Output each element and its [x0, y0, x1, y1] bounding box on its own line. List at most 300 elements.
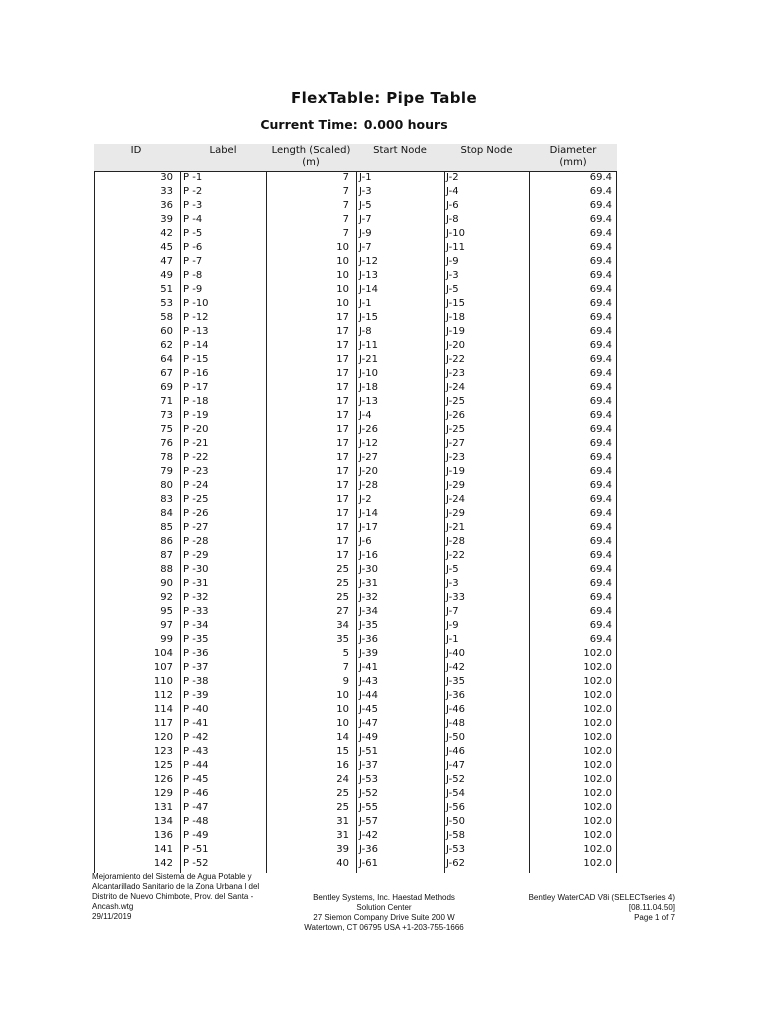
table-row — [94, 577, 617, 591]
cell-stop-node: J-56 — [446, 802, 465, 813]
cell-id: 99 — [160, 634, 173, 645]
cell-length: 10 — [336, 704, 349, 715]
cell-length: 17 — [336, 424, 349, 435]
cell-length: 34 — [336, 620, 349, 631]
table-row — [94, 507, 617, 521]
cell-stop-node: J-28 — [446, 536, 465, 547]
cell-id: 129 — [153, 788, 173, 799]
cell-diameter: 69.4 — [589, 438, 612, 449]
table-row — [94, 451, 617, 465]
cell-start-node: J-5 — [359, 200, 372, 211]
cell-label: P -14 — [183, 340, 209, 351]
cell-id: 67 — [160, 368, 173, 379]
cell-stop-node: J-40 — [446, 648, 465, 659]
cell-diameter: 69.4 — [589, 340, 612, 351]
cell-diameter: 69.4 — [589, 522, 612, 533]
cell-stop-node: J-25 — [446, 396, 465, 407]
col-header-start-node: Start Node — [373, 145, 427, 156]
cell-id: 58 — [160, 312, 173, 323]
cell-stop-node: J-9 — [446, 256, 459, 267]
cell-label: P -32 — [183, 592, 209, 603]
cell-start-node: J-49 — [359, 732, 378, 743]
cell-diameter: 69.4 — [589, 284, 612, 295]
cell-start-node: J-28 — [359, 480, 378, 491]
cell-label: P -41 — [183, 718, 209, 729]
cell-length: 17 — [336, 326, 349, 337]
table-row — [94, 213, 617, 227]
table-row — [94, 437, 617, 451]
cell-stop-node: J-4 — [446, 186, 459, 197]
footer-page-number: Page 1 of 7 — [634, 913, 675, 922]
cell-start-node: J-26 — [359, 424, 378, 435]
table-row — [94, 787, 617, 801]
cell-stop-node: J-10 — [446, 228, 465, 239]
table-row — [94, 717, 617, 731]
cell-start-node: J-17 — [359, 522, 378, 533]
cell-label: P -13 — [183, 326, 209, 337]
cell-start-node: J-43 — [359, 676, 378, 687]
cell-length: 10 — [336, 242, 349, 253]
cell-length: 10 — [336, 298, 349, 309]
cell-stop-node: J-19 — [446, 466, 465, 477]
table-row — [94, 591, 617, 605]
cell-start-node: J-13 — [359, 396, 378, 407]
col-header-length-name: Length (Scaled) — [271, 145, 351, 156]
cell-diameter: 102.0 — [583, 662, 612, 673]
cell-id: 136 — [153, 830, 173, 841]
table-row — [94, 479, 617, 493]
cell-stop-node: J-20 — [446, 340, 465, 351]
cell-length: 17 — [336, 466, 349, 477]
table-row — [94, 339, 617, 353]
footer-company-line: Solution Center — [356, 903, 412, 912]
cell-diameter: 102.0 — [583, 830, 612, 841]
cell-length: 10 — [336, 284, 349, 295]
cell-start-node: J-47 — [359, 718, 378, 729]
cell-stop-node: J-29 — [446, 508, 465, 519]
cell-start-node: J-45 — [359, 704, 378, 715]
cell-label: P -12 — [183, 312, 209, 323]
table-row — [94, 493, 617, 507]
cell-label: P -33 — [183, 606, 209, 617]
cell-label: P -8 — [183, 270, 203, 281]
cell-length: 10 — [336, 256, 349, 267]
cell-label: P -46 — [183, 788, 209, 799]
cell-length: 17 — [336, 508, 349, 519]
cell-label: P -1 — [183, 172, 203, 183]
cell-stop-node: J-6 — [446, 200, 459, 211]
cell-label: P -30 — [183, 564, 209, 575]
cell-start-node: J-12 — [359, 256, 378, 267]
cell-length: 25 — [336, 788, 349, 799]
cell-length: 25 — [336, 802, 349, 813]
cell-label: P -26 — [183, 508, 209, 519]
cell-diameter: 69.4 — [589, 536, 612, 547]
cell-label: P -38 — [183, 676, 209, 687]
cell-stop-node: J-42 — [446, 662, 465, 673]
cell-id: 95 — [160, 606, 173, 617]
cell-diameter: 69.4 — [589, 452, 612, 463]
cell-label: P -9 — [183, 284, 203, 295]
cell-length: 17 — [336, 480, 349, 491]
table-row — [94, 647, 617, 661]
cell-start-node: J-16 — [359, 550, 378, 561]
cell-id: 49 — [160, 270, 173, 281]
table-row — [94, 619, 617, 633]
cell-stop-node: J-3 — [446, 270, 459, 281]
cell-stop-node: J-2 — [446, 172, 459, 183]
cell-label: P -3 — [183, 200, 203, 211]
cell-stop-node: J-47 — [446, 760, 465, 771]
cell-diameter: 69.4 — [589, 242, 612, 253]
cell-id: 107 — [153, 662, 173, 673]
cell-stop-node: J-1 — [446, 634, 459, 645]
cell-label: P -52 — [183, 858, 209, 869]
cell-diameter: 69.4 — [589, 298, 612, 309]
cell-label: P -37 — [183, 662, 209, 673]
cell-label: P -34 — [183, 620, 209, 631]
cell-start-node: J-42 — [359, 830, 378, 841]
footer-project-line: Ancash.wtg — [92, 902, 134, 911]
cell-length: 31 — [336, 830, 349, 841]
cell-start-node: J-18 — [359, 382, 378, 393]
cell-start-node: J-31 — [359, 578, 378, 589]
cell-id: 76 — [160, 438, 173, 449]
cell-start-node: J-57 — [359, 816, 378, 827]
table-row — [94, 255, 617, 269]
cell-stop-node: J-36 — [446, 690, 465, 701]
cell-diameter: 69.4 — [589, 606, 612, 617]
cell-id: 36 — [160, 200, 173, 211]
table-row — [94, 759, 617, 773]
cell-diameter: 102.0 — [583, 676, 612, 687]
cell-length: 25 — [336, 592, 349, 603]
table-row — [94, 661, 617, 675]
cell-start-node: J-41 — [359, 662, 378, 673]
footer-company-line: 27 Siemon Company Drive Suite 200 W — [313, 913, 455, 922]
cell-id: 86 — [160, 536, 173, 547]
cell-id: 51 — [160, 284, 173, 295]
cell-id: 33 — [160, 186, 173, 197]
footer-company-line: Watertown, CT 06795 USA +1-203-755-1666 — [304, 923, 464, 932]
table-row — [94, 731, 617, 745]
cell-label: P -2 — [183, 186, 203, 197]
cell-stop-node: J-53 — [446, 844, 465, 855]
cell-stop-node: J-3 — [446, 578, 459, 589]
cell-start-node: J-20 — [359, 466, 378, 477]
cell-diameter: 102.0 — [583, 774, 612, 785]
table-row — [94, 829, 617, 843]
cell-stop-node: J-52 — [446, 774, 465, 785]
cell-length: 17 — [336, 438, 349, 449]
cell-start-node: J-39 — [359, 648, 378, 659]
cell-stop-node: J-48 — [446, 718, 465, 729]
cell-stop-node: J-23 — [446, 368, 465, 379]
cell-label: P -15 — [183, 354, 209, 365]
cell-stop-node: J-58 — [446, 830, 465, 841]
table-row — [94, 311, 617, 325]
cell-start-node: J-6 — [359, 536, 372, 547]
col-header-id: ID — [130, 145, 142, 156]
cell-stop-node: J-8 — [446, 214, 459, 225]
footer-project-line: 29/11/2019 — [92, 912, 132, 921]
cell-id: 42 — [160, 228, 173, 239]
footer-company-line: Bentley Systems, Inc. Haestad Methods — [313, 893, 455, 902]
cell-length: 27 — [336, 606, 349, 617]
table-header — [94, 144, 617, 171]
col-header-length — [266, 145, 356, 169]
cell-length: 17 — [336, 452, 349, 463]
cell-stop-node: J-5 — [446, 564, 459, 575]
cell-id: 134 — [153, 816, 173, 827]
cell-label: P -24 — [183, 480, 209, 491]
cell-label: P -31 — [183, 578, 209, 589]
cell-length: 17 — [336, 354, 349, 365]
cell-length: 9 — [342, 676, 349, 687]
cell-length: 7 — [342, 172, 349, 183]
cell-label: P -36 — [183, 648, 209, 659]
cell-id: 90 — [160, 578, 173, 589]
cell-diameter: 102.0 — [583, 760, 612, 771]
cell-id: 84 — [160, 508, 173, 519]
table-row — [94, 381, 617, 395]
cell-id: 120 — [153, 732, 173, 743]
cell-id: 73 — [160, 410, 173, 421]
cell-diameter: 69.4 — [589, 256, 612, 267]
cell-label: P -6 — [183, 242, 203, 253]
cell-stop-node: J-5 — [446, 284, 459, 295]
cell-diameter: 102.0 — [583, 858, 612, 869]
current-time-label: Current Time: — [260, 117, 358, 132]
cell-length: 17 — [336, 522, 349, 533]
cell-length: 7 — [342, 186, 349, 197]
cell-stop-node: J-23 — [446, 452, 465, 463]
cell-id: 131 — [153, 802, 173, 813]
cell-length: 10 — [336, 690, 349, 701]
cell-diameter: 69.4 — [589, 550, 612, 561]
footer-project-info — [92, 872, 259, 922]
cell-label: P -23 — [183, 466, 209, 477]
cell-diameter: 69.4 — [589, 382, 612, 393]
cell-diameter: 69.4 — [589, 620, 612, 631]
cell-length: 10 — [336, 270, 349, 281]
cell-label: P -28 — [183, 536, 209, 547]
cell-length: 7 — [342, 662, 349, 673]
cell-length: 17 — [336, 410, 349, 421]
cell-label: P -39 — [183, 690, 209, 701]
cell-diameter: 102.0 — [583, 788, 612, 799]
table-row — [94, 857, 617, 871]
cell-length: 17 — [336, 340, 349, 351]
cell-length: 17 — [336, 550, 349, 561]
table-row — [94, 465, 617, 479]
cell-label: P -7 — [183, 256, 203, 267]
table-row — [94, 605, 617, 619]
cell-length: 15 — [336, 746, 349, 757]
cell-id: 92 — [160, 592, 173, 603]
cell-start-node: J-9 — [359, 228, 372, 239]
cell-length: 25 — [336, 564, 349, 575]
cell-stop-node: J-54 — [446, 788, 465, 799]
table-row — [94, 773, 617, 787]
table-row — [94, 423, 617, 437]
cell-stop-node: J-26 — [446, 410, 465, 421]
table-row — [94, 801, 617, 815]
table-row — [94, 325, 617, 339]
cell-start-node: J-11 — [359, 340, 378, 351]
cell-start-node: J-4 — [359, 410, 372, 421]
cell-diameter: 102.0 — [583, 746, 612, 757]
cell-id: 110 — [153, 676, 173, 687]
cell-diameter: 69.4 — [589, 186, 612, 197]
cell-length: 17 — [336, 368, 349, 379]
cell-start-node: J-35 — [359, 620, 378, 631]
table-row — [94, 353, 617, 367]
cell-stop-node: J-15 — [446, 298, 465, 309]
cell-label: P -10 — [183, 298, 209, 309]
footer-product-line: [08.11.04.50] — [628, 903, 675, 912]
cell-length: 24 — [336, 774, 349, 785]
cell-diameter: 69.4 — [589, 200, 612, 211]
cell-stop-node: J-35 — [446, 676, 465, 687]
cell-stop-node: J-18 — [446, 312, 465, 323]
cell-label: P -21 — [183, 438, 209, 449]
table-row — [94, 689, 617, 703]
cell-id: 97 — [160, 620, 173, 631]
cell-diameter: 69.4 — [589, 508, 612, 519]
col-header-stop-node: Stop Node — [460, 145, 513, 156]
table-row — [94, 199, 617, 213]
cell-start-node: J-37 — [359, 760, 378, 771]
cell-diameter: 69.4 — [589, 214, 612, 225]
cell-label: P -18 — [183, 396, 209, 407]
cell-id: 53 — [160, 298, 173, 309]
cell-label: P -42 — [183, 732, 209, 743]
col-header-diameter-name: Diameter — [549, 145, 597, 156]
table-row — [94, 745, 617, 759]
table-row — [94, 227, 617, 241]
cell-label: P -49 — [183, 830, 209, 841]
cell-id: 80 — [160, 480, 173, 491]
cell-label: P -44 — [183, 760, 209, 771]
cell-id: 112 — [153, 690, 173, 701]
cell-start-node: J-27 — [359, 452, 378, 463]
cell-diameter: 69.4 — [589, 480, 612, 491]
table-row — [94, 185, 617, 199]
cell-stop-node: J-62 — [446, 858, 465, 869]
table-row — [94, 535, 617, 549]
table-row — [94, 241, 617, 255]
cell-label: P -48 — [183, 816, 209, 827]
table-row — [94, 633, 617, 647]
cell-id: 62 — [160, 340, 173, 351]
cell-start-node: J-51 — [359, 746, 378, 757]
cell-diameter: 69.4 — [589, 494, 612, 505]
footer-project-line: Alcantarillado Sanitario de la Zona Urbana l del — [92, 882, 260, 891]
cell-id: 117 — [153, 718, 173, 729]
cell-diameter: 69.4 — [589, 270, 612, 281]
cell-diameter: 102.0 — [583, 648, 612, 659]
cell-id: 78 — [160, 452, 173, 463]
cell-length: 5 — [342, 648, 349, 659]
cell-id: 104 — [153, 648, 173, 659]
col-header-diameter — [529, 145, 617, 169]
cell-start-node: J-61 — [359, 858, 378, 869]
cell-id: 64 — [160, 354, 173, 365]
cell-start-node: J-53 — [359, 774, 378, 785]
cell-label: P -5 — [183, 228, 203, 239]
cell-length: 31 — [336, 816, 349, 827]
cell-start-node: J-34 — [359, 606, 378, 617]
cell-length: 14 — [336, 732, 349, 743]
footer-project-line: Distrito de Nuevo Chimbote, Prov. del Santa - — [92, 892, 254, 901]
cell-start-node: J-7 — [359, 242, 372, 253]
cell-id: 71 — [160, 396, 173, 407]
cell-length: 39 — [336, 844, 349, 855]
cell-diameter: 69.4 — [589, 410, 612, 421]
cell-stop-node: J-29 — [446, 480, 465, 491]
cell-length: 17 — [336, 312, 349, 323]
cell-length: 17 — [336, 382, 349, 393]
footer-project-line: Mejoramiento del Sistema de Agua Potable y — [92, 872, 252, 881]
cell-length: 16 — [336, 760, 349, 771]
cell-id: 45 — [160, 242, 173, 253]
cell-length: 10 — [336, 718, 349, 729]
cell-label: P -17 — [183, 382, 209, 393]
cell-stop-node: J-33 — [446, 592, 465, 603]
table-row — [94, 549, 617, 563]
table-row — [94, 409, 617, 423]
table-row — [94, 563, 617, 577]
cell-diameter: 69.4 — [589, 172, 612, 183]
cell-stop-node: J-27 — [446, 438, 465, 449]
cell-label: P -4 — [183, 214, 203, 225]
cell-start-node: J-8 — [359, 326, 372, 337]
cell-diameter: 69.4 — [589, 424, 612, 435]
cell-diameter: 102.0 — [583, 816, 612, 827]
cell-diameter: 69.4 — [589, 592, 612, 603]
cell-start-node: J-55 — [359, 802, 378, 813]
cell-start-node: J-10 — [359, 368, 378, 379]
cell-start-node: J-44 — [359, 690, 378, 701]
cell-stop-node: J-24 — [446, 494, 465, 505]
table-row — [94, 367, 617, 381]
cell-stop-node: J-21 — [446, 522, 465, 533]
cell-start-node: J-7 — [359, 214, 372, 225]
cell-length: 7 — [342, 214, 349, 225]
cell-start-node: J-2 — [359, 494, 372, 505]
cell-label: P -51 — [183, 844, 209, 855]
cell-start-node: J-1 — [359, 298, 372, 309]
table-row — [94, 395, 617, 409]
cell-length: 17 — [336, 536, 349, 547]
cell-diameter: 69.4 — [589, 228, 612, 239]
cell-stop-node: J-24 — [446, 382, 465, 393]
cell-diameter: 69.4 — [589, 354, 612, 365]
cell-stop-node: J-46 — [446, 704, 465, 715]
cell-stop-node: J-22 — [446, 550, 465, 561]
cell-label: P -40 — [183, 704, 209, 715]
col-header-length-unit: (m) — [302, 157, 320, 168]
cell-stop-node: J-25 — [446, 424, 465, 435]
cell-stop-node: J-50 — [446, 816, 465, 827]
footer-product-line: Bentley WaterCAD V8i (SELECTseries 4) — [528, 893, 675, 902]
cell-length: 17 — [336, 494, 349, 505]
cell-diameter: 69.4 — [589, 564, 612, 575]
cell-id: 85 — [160, 522, 173, 533]
table-row — [94, 675, 617, 689]
footer-company-info — [274, 893, 494, 933]
